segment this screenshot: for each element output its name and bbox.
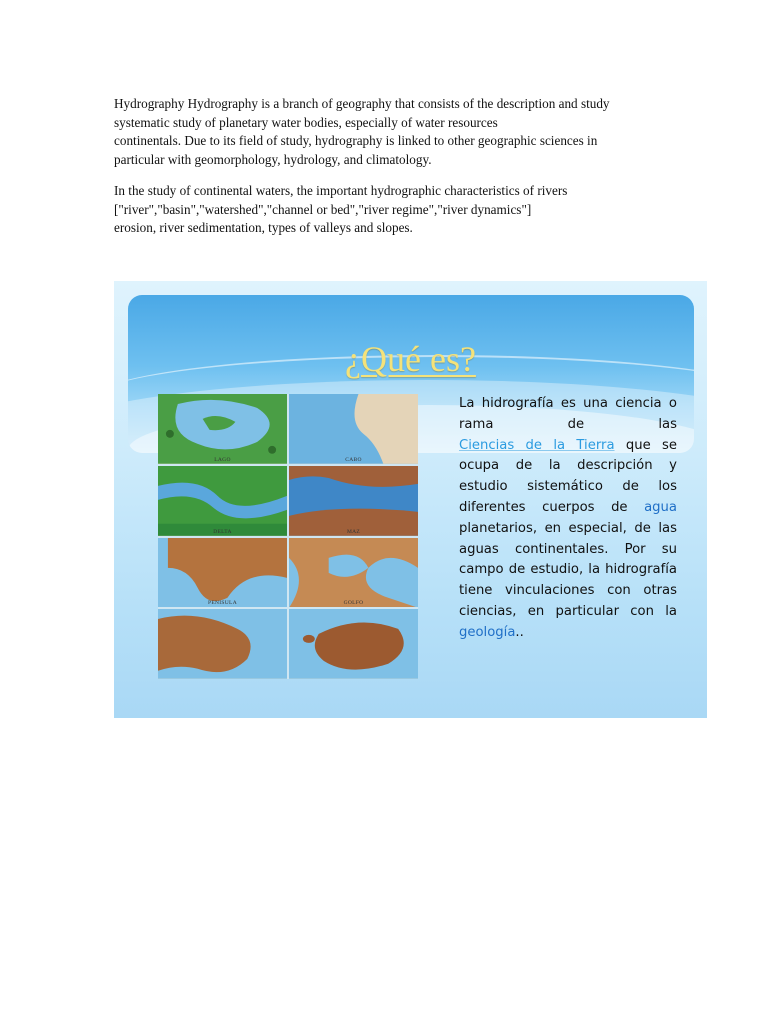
map-tile-maz — [289, 466, 418, 536]
map-label: DELTA — [213, 528, 232, 535]
geologia-link[interactable]: geología — [459, 624, 516, 640]
definition-intro: La hidrografía es una ciencia o rama de las — [459, 396, 677, 432]
map-tile-golfo — [289, 538, 418, 608]
slide-title: ¿Qué es? — [345, 339, 476, 379]
rivers-line: erosion, river sedimentation, types of valleys and slopes. — [114, 220, 413, 235]
map-tile-island — [289, 609, 418, 679]
rivers-line: ["river","basin","watershed","channel or bed","river regime","river dynamics"] — [114, 201, 532, 217]
map-label: LAGO — [214, 456, 231, 463]
map-tile-cabo — [289, 394, 418, 464]
slide-image — [114, 281, 707, 718]
definition-text: planetarios, en especial, de las aguas continentales. Por su campo de estudio, la hidrografía tiene vinculaciones con otras ciencias, en particular con la — [459, 520, 677, 619]
intro-line: particular with geomorphology, hydrology, and climatology. — [114, 151, 432, 167]
map-tile-delta — [158, 466, 287, 536]
map-label: MAZ — [346, 528, 361, 535]
delta-map-drawing — [158, 466, 287, 536]
intro-paragraph — [114, 95, 654, 169]
sea-map-drawing — [289, 466, 418, 536]
coast-map-drawing — [158, 609, 287, 679]
rivers-paragraph — [114, 182, 654, 238]
peninsula-map-drawing — [158, 538, 287, 608]
intro-line: Hydrography Hydrography is a branch of geography that consists of the description and study — [114, 96, 610, 111]
definition-end: .. — [515, 624, 524, 640]
agua-link[interactable]: agua — [644, 499, 677, 515]
map-tile-coast — [158, 609, 287, 679]
cape-map-drawing — [289, 394, 418, 464]
rivers-line: In the study of continental waters, the important hydrographic characteristics of rivers — [114, 183, 568, 198]
intro-line: systematic study of planetary water bodies, especially of water resources — [114, 114, 498, 130]
gulf-map-drawing — [289, 538, 418, 608]
intro-line: continentals. Due to its field of study, hydrography is linked to other geographic sciences in — [114, 133, 598, 148]
map-label: PENISULA — [208, 600, 237, 607]
landform-maps — [158, 394, 418, 679]
ciencias-tierra-link[interactable]: Ciencias de la Tierra — [459, 437, 615, 453]
map-tile-lago — [158, 394, 287, 464]
slide-definition-text — [459, 394, 677, 644]
island-map-drawing — [289, 609, 418, 679]
definition-text: que se ocupa de la descripción y estudio sistemático de los diferentes cuerpos de — [459, 437, 677, 515]
map-label: CABO — [345, 456, 362, 463]
map-label: GOLFO — [343, 600, 364, 607]
lake-map-drawing — [158, 394, 287, 464]
map-tile-penisula — [158, 538, 287, 608]
